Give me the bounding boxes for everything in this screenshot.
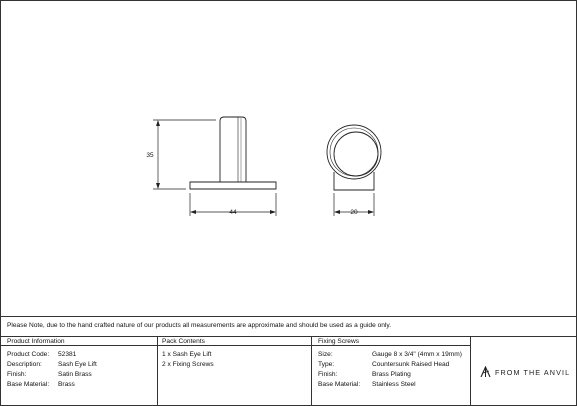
front-view-mid-ring	[330, 128, 378, 176]
finish-label: Finish:	[7, 371, 27, 378]
brand-name: FROM THE ANVIL	[495, 367, 571, 377]
screw-finish-label: Finish:	[318, 371, 338, 378]
brand-logo	[480, 366, 570, 378]
screw-finish-value: Brass Plating	[372, 371, 411, 378]
screw-type-value: Countersunk Raised Head	[372, 361, 450, 368]
screw-base-material-label: Base Material:	[318, 381, 361, 388]
finish-value: Satin Brass	[58, 371, 92, 378]
width-arrow-left	[190, 210, 196, 214]
column-divider-1	[157, 336, 158, 406]
pack-contents-item: 2 x Fixing Screws	[162, 361, 214, 368]
fixing-screws-title: Fixing Screws	[318, 338, 360, 345]
header-bottom-rule	[0, 345, 470, 346]
front-view-outer-ring	[327, 125, 381, 179]
side-view-stem	[220, 117, 246, 182]
side-view-base	[190, 182, 276, 189]
column-divider-2	[311, 336, 312, 406]
diameter-dimension-label: 20	[350, 209, 358, 216]
description-label: Description:	[7, 361, 42, 368]
base-material-value: Brass	[58, 381, 75, 388]
height-arrow-bottom	[156, 183, 160, 189]
height-dimension	[153, 120, 216, 189]
product-code-value: 52381	[58, 351, 77, 358]
front-view	[327, 125, 381, 190]
anvil-logo-icon	[480, 366, 491, 378]
measurement-note: Please Note, due to the hand crafted nature of our products all measurements are approximate and should be used as a guide only.	[7, 322, 392, 329]
side-view	[190, 117, 276, 189]
front-view-inner-ring	[334, 132, 378, 176]
height-arrow-top	[156, 120, 160, 126]
pack-contents-title: Pack Contents	[162, 338, 205, 345]
screw-size-value: Gauge 8 x 3/4" (4mm x 19mm)	[372, 351, 462, 358]
width-arrow-right	[270, 210, 276, 214]
screw-size-label: Size:	[318, 351, 333, 358]
pack-contents-item: 1 x Sash Eye Lift	[162, 351, 212, 358]
diameter-arrow-left	[334, 210, 340, 214]
product-info-title: Product Information	[7, 338, 65, 345]
width-dimension-label: 44	[229, 209, 237, 216]
screw-type-label: Type:	[318, 361, 335, 368]
base-material-label: Base Material:	[7, 381, 50, 388]
description-value: Sash Eye Lift	[58, 361, 97, 368]
column-divider-3	[470, 336, 471, 406]
height-dimension-label: 35	[146, 152, 154, 159]
diameter-arrow-right	[368, 210, 374, 214]
table-top-rule	[0, 316, 577, 317]
note-bottom-rule	[0, 336, 577, 337]
product-code-label: Product Code:	[7, 351, 50, 358]
screw-base-material-value: Stainless Steel	[372, 381, 416, 388]
